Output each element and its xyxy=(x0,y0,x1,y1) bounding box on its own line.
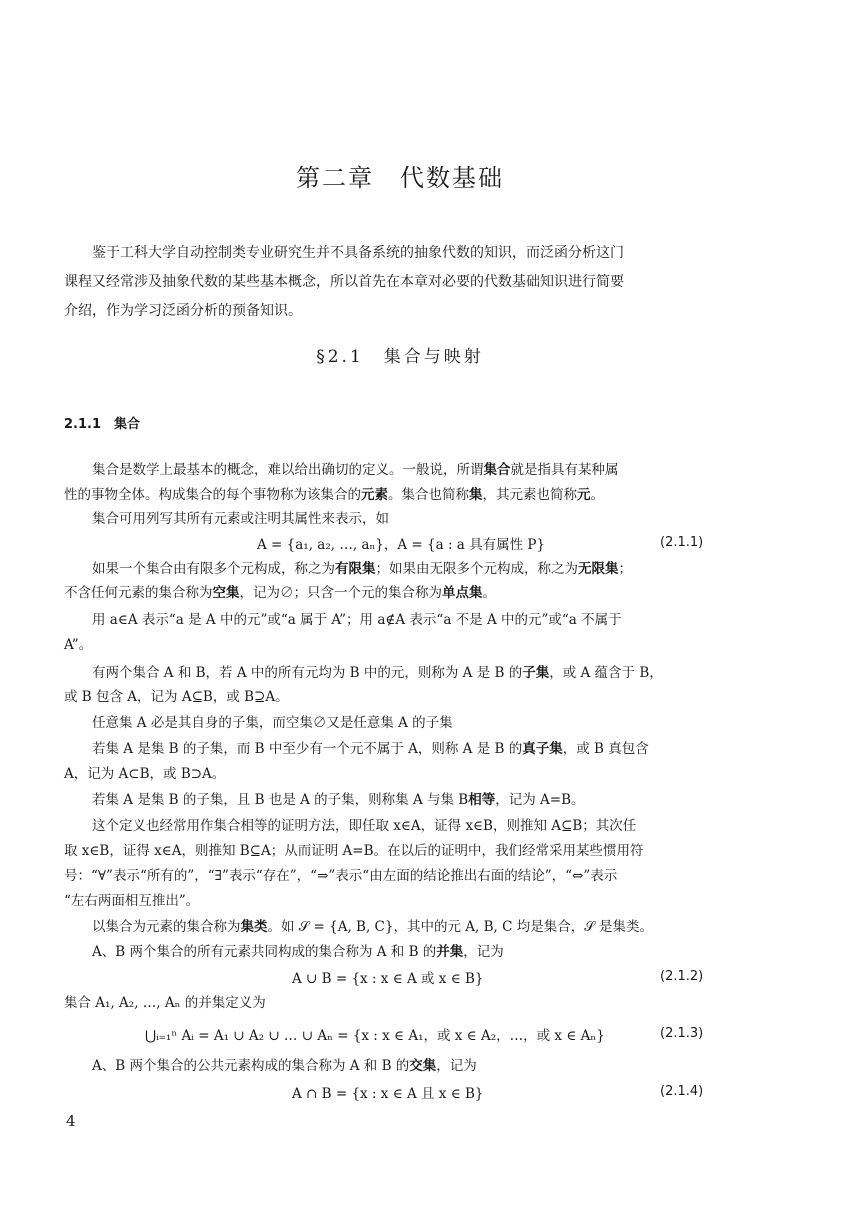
body-line: A、B 两个集合的公共元素构成的集合称为 A 和 B 的交集，记为 xyxy=(92,1058,477,1074)
section-title: §2.1 集合与映射 xyxy=(316,347,484,367)
equation: A ∩ B = {x : x ∈ A 且 x ∈ B} xyxy=(292,1086,484,1102)
body-line: A，记为 A⊂B，或 B⊃A。 xyxy=(64,766,226,782)
equation-number: (2.1.2) xyxy=(660,969,704,984)
intro-line: 鉴于工科大学自动控制类专业研究生并不具备系统的抽象代数的知识，而泛函分析这门 xyxy=(92,245,624,261)
body-line: A”。 xyxy=(64,637,93,653)
subsection-heading: 2.1.1 集合 xyxy=(64,417,141,432)
equation-number: (2.1.1) xyxy=(660,535,704,550)
equation: A ∪ B = {x : x ∈ A 或 x ∈ B} xyxy=(292,971,484,987)
body-line: 若集 A 是集 B 的子集，而 B 中至少有一个元不属于 A，则称 A 是 B 的真子集，或 B 真包含 xyxy=(92,741,649,757)
equation: ⋃ᵢ₌₁ⁿ Aᵢ = A₁ ∪ A₂ ∪ … ∪ Aₙ = {x : x ∈ A₁，或 x ∈ A₂，…，或 x ∈ Aₙ} xyxy=(145,1028,605,1044)
body-line: 用 a∈A 表示“a 是 A 中的元”或“a 属于 A”；用 a∉A 表示“a 不是 A 中的元”或“a 不属于 xyxy=(92,612,622,628)
body-line: 有两个集合 A 和 B，若 A 中的所有元均为 B 中的元，则称为 A 是 B 的子集，或 A 蕴含于 B， xyxy=(92,665,663,681)
chapter-title: 第二章 代数基础 xyxy=(296,164,504,192)
body-line: 号：“∀”表示“所有的”，“∃”表示“存在”，“⇒”表示“由左面的结论推出右面的结论”，“⇔”表示 xyxy=(64,868,618,884)
equation-number: (2.1.3) xyxy=(660,1026,704,1041)
body-line: 性的事物全体。构成集合的每个事物称为该集合的元素。集合也简称集，其元素也简称元。 xyxy=(64,487,604,503)
term-set: 集合 xyxy=(483,462,511,478)
body-line: 或 B 包含 A，记为 A⊆B，或 B⊇A。 xyxy=(64,689,289,705)
intro-paragraph xyxy=(64,239,784,326)
body-line: 任意集 A 必是其自身的子集，而空集∅又是任意集 A 的子集 xyxy=(92,715,453,731)
intro-line: 介绍，作为学习泛函分析的预备知识。 xyxy=(64,303,302,319)
body-line: “左右两面相互推出”。 xyxy=(64,893,200,909)
term-element: 元素 xyxy=(361,487,388,503)
body-line: A、B 两个集合的所有元素共同构成的集合称为 A 和 B 的并集，记为 xyxy=(92,944,504,960)
page-number: 4 xyxy=(66,1112,76,1130)
body-line: 集合是数学上最基本的概念，难以给出确切的定义。一般说，所谓集合就是指具有某种属 xyxy=(92,462,619,478)
equation-number: (2.1.4) xyxy=(660,1084,704,1099)
body-line: 若集 A 是集 B 的子集，且 B 也是 A 的子集，则称集 A 与集 B相等，记为 A=B。 xyxy=(92,792,585,808)
body-line: 以集合为元素的集合称为集类。如 𝒮 = {A, B, C}，其中的元 A, B, C 均是集合，𝒮 是集类。 xyxy=(92,919,653,935)
body-line: 集合 A₁, A₂, …, Aₙ 的并集定义为 xyxy=(64,995,266,1011)
body-line: 这个定义也经常用作集合相等的证明方法，即任取 x∈A，证得 x∈B，则推知 A⊆B；其次任 xyxy=(92,818,637,834)
intro-line: 课程又经常涉及抽象代数的某些基本概念，所以首先在本章对必要的代数基础知识进行简要 xyxy=(64,274,624,290)
body-line: 取 x∈B，证得 x∈A，则推知 B⊆A；从而证明 A=B。在以后的证明中，我们经常采用某些惯用符 xyxy=(64,843,644,859)
body-line: 如果一个集合由有限多个元构成，称之为有限集；如果由无限多个元构成，称之为无限集； xyxy=(92,561,632,577)
body-line: 集合可用列写其所有元素或注明其属性来表示，如 xyxy=(92,511,389,527)
body-line: 不含任何元素的集合称为空集，记为∅；只含一个元的集合称为单点集。 xyxy=(64,585,496,601)
equation: A = {a₁, a₂, …, aₙ}，A = {a : a 具有属性 P} xyxy=(257,537,546,553)
